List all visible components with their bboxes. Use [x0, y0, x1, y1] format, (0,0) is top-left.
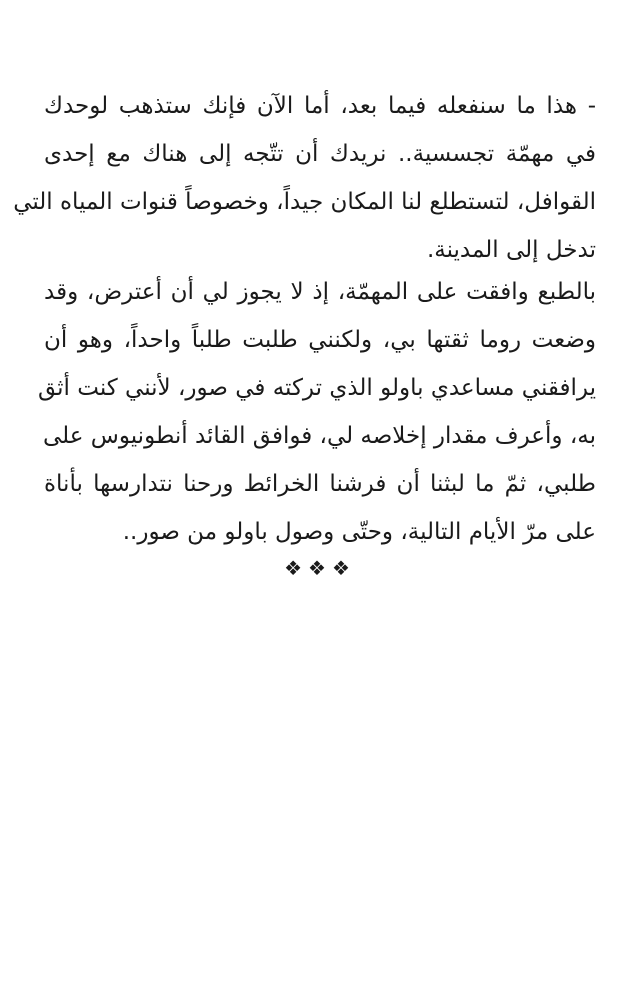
paragraph-1-line-4: تدخل إلى المدينة. [426, 237, 596, 263]
paragraph-1 [13, 82, 596, 274]
paragraph-2 [37, 268, 596, 556]
paragraph-1-line-3: القوافل، لتستطلع لنا المكان جيداً، وخصوصاً قنوات المياه التي [13, 189, 596, 215]
paragraph-2-line-2: وضعت روما ثقتها بي، ولكنني طلبت طلباً واحداً، وهو أن [44, 327, 596, 353]
paragraph-2-line-1: بالطبع وافقت على المهمّة، إذ لا يجوز لي أن أعترض، وقد [44, 279, 596, 305]
section-separator-ornament: ❖❖❖ [284, 556, 356, 580]
paragraph-2-line-3: يرافقني مساعدي باولو الذي تركته في صور، لأنني كنت أثق [37, 375, 596, 401]
paragraph-2-line-6: على مرّ الأيام التالية، وحتّى وصول باولو من صور.. [122, 519, 596, 545]
paragraph-2-line-4: به، وأعرف مقدار إخلاصه لي، فوافق القائد أنطونيوس على [42, 423, 596, 449]
paragraph-1-line-1: - هذا ما سنفعله فيما بعد، أما الآن فإنك ستذهب لوحدك [44, 93, 596, 119]
paragraph-1-line-2: في مهمّة تجسسية.. نريدك أن تتّجه إلى هناك مع إحدى [44, 141, 596, 167]
paragraph-2-line-5: طلبي، ثمّ ما لبثنا أن فرشنا الخرائط ورحنا نتدارسها بأناة [44, 471, 596, 497]
